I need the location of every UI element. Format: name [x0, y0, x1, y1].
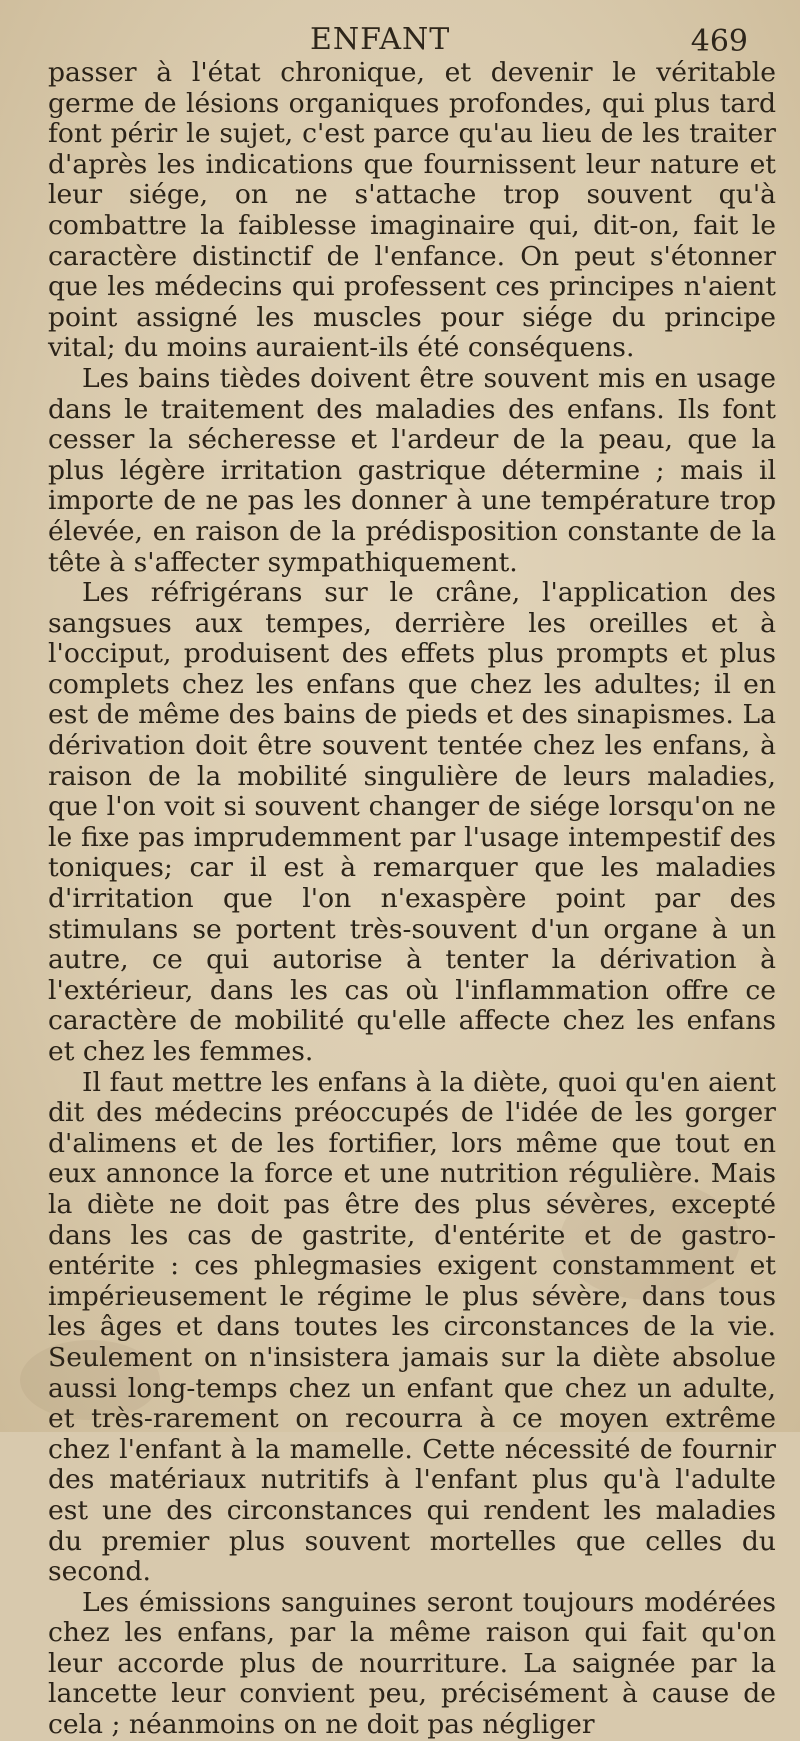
page-header	[48, 14, 768, 60]
running-head: ENFANT	[310, 22, 451, 57]
page-number: 469	[690, 24, 748, 59]
paragraph: Les bains tièdes doivent être souvent mis en usage dans le traitement des maladies des enfans. Ils font cesser la sécheresse et l'ardeur de la peau, que la plus légère irritation gastrique détermine ; mais il importe de ne pas les donner à une température trop élevée, en raison de la prédisposition constante de la tête à s'affecter sympathiquement.	[48, 362, 776, 578]
body-text	[48, 58, 776, 1741]
paragraph: Il faut mettre les enfans à la diète, quoi qu'en aient dit des médecins préoccupés de l'idée de les gorger d'alimens et de les fortifier, lors même que tout en eux annonce la force et une nutrition régulière. Mais la diète ne doit pas être des plus sévères, excepté dans les cas de gastrite, d'entérite et de gastro-entérite : ces phlegmasies exigent constamment et impérieusement le régime le plus sévère, dans tous les âges et dans toutes les circonstances de la vie. Seulement on n'insistera jamais sur la diète absolue aussi long-temps chez un enfant que chez un adulte, et très-rarement on recourra à ce moyen extrême chez l'enfant à la mamelle. Cette nécessité de fournir des matériaux nutritifs à l'enfant plus qu'à l'adulte est une des circonstances qui rendent les maladies du premier plus souvent mortelles que celles du second.	[48, 1066, 776, 1588]
paragraph: passer à l'état chronique, et devenir le véritable germe de lésions organiques profondes, qui plus tard font périr le sujet, c'est parce qu'au lieu de les traiter d'après les indications que fournissent leur nature et leur siége, on ne s'attache trop souvent qu'à combattre la faiblesse imaginaire qui, dit-on, fait le caractère distinctif de l'enfance. On peut s'étonner que les médecins qui professent ces principes n'aient point assigné les muscles pour siége du principe vital; du moins auraient-ils été conséquens.	[48, 57, 776, 364]
paragraph: Les réfrigérans sur le crâne, l'application des sangsues aux tempes, derrière les oreilles et à l'occiput, produisent des effets plus prompts et plus complets chez les enfans que chez les adultes; il en est de même des bains de pieds et des sinapismes. La dérivation doit être souvent tentée chez les enfans, à raison de la mobilité singulière de leurs maladies, que l'on voit si souvent changer de siége lorsqu'on ne le fixe pas imprudemment par l'usage intempestif des toniques; car il est à remarquer que les maladies d'irritation que l'on n'exaspère point par des stimulans se portent très-souvent d'un organe à un autre, ce qui autorise à tenter la dérivation à l'extérieur, dans les cas où l'inflammation offre ce caractère de mobilité qu'elle affecte chez les enfans et chez les femmes.	[48, 577, 776, 1067]
paragraph: Les émissions sanguines seront toujours modérées chez les enfans, par la même raison qui fait qu'on leur accorde plus de nourriture. La saignée par la lancette leur convient peu, précisément à cause de cela ; néanmoins on ne doit pas négliger	[48, 1586, 776, 1741]
